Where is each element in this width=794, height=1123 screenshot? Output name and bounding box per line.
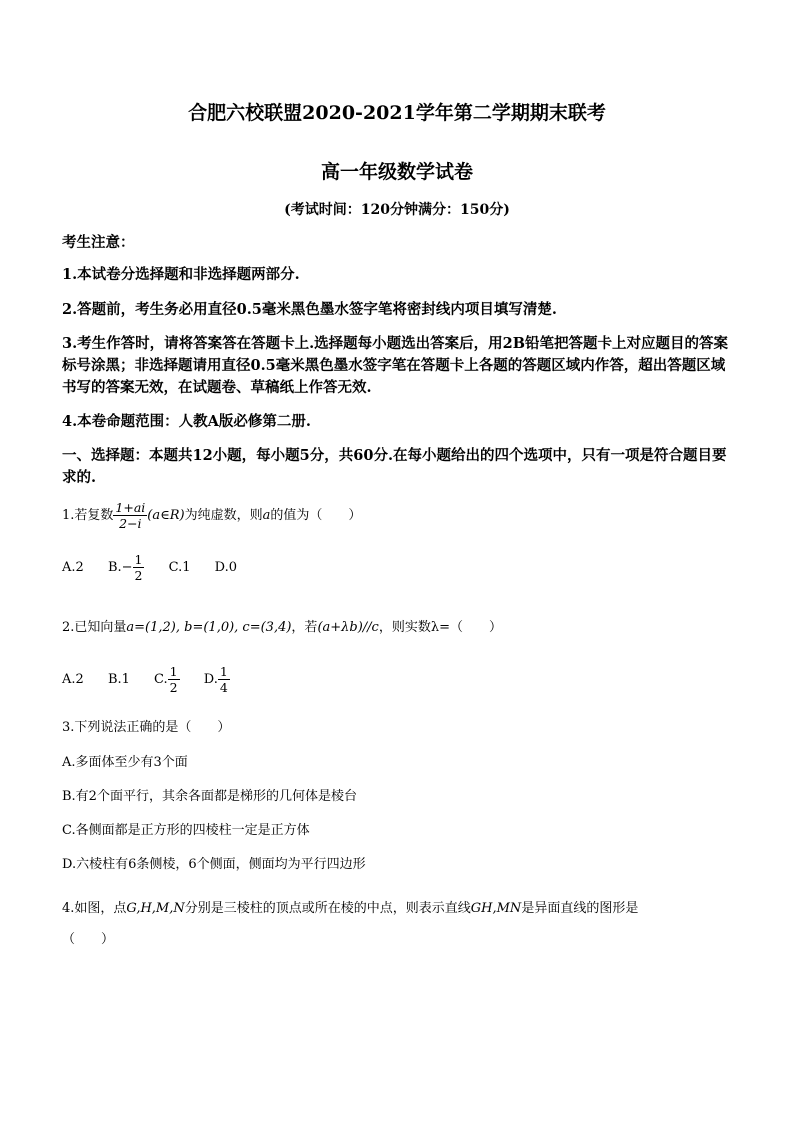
q2-option-a: A.2: [62, 672, 84, 687]
q2-prefix: 2.已知向量: [62, 620, 127, 635]
q4-mid: 分别是三棱柱的顶点或所在棱的中点，则表示直线: [184, 901, 471, 916]
section-heading: 一、选择题：本题共12小题，每小题5分，共60分.在每小题给出的四个选项中，只有一项是符合题目要求的.: [62, 447, 727, 486]
note-item-3: 3.考生作答时，请将答案答在答题卡上.选择题每小题选出答案后，用2B铅笔把答题卡上对应题目的答案标号涂黑；非选择题请用直径0.5毫米黑色墨水签字笔在答题卡上各题的答题区域内作答，超出答题区域书写的答案无效，在试题卷、草稿纸上作答无效.: [62, 335, 729, 396]
note-item-1: 1.本试卷分选择题和非选择题两部分.: [62, 266, 300, 283]
q1-prefix: 1.若复数: [62, 508, 114, 523]
q3-option-b: B.有2个面平行，其余各面都是梯形的几何体是棱台: [62, 789, 357, 804]
q1-condition: (a∈R): [147, 508, 185, 523]
q4-points: G,H,M,N: [126, 901, 185, 916]
q1-option-d: D.0: [214, 560, 238, 575]
q2-vectors: a=(1,2), b=(1,0), c=(3,4): [126, 620, 292, 635]
q3-option-a: A.多面体至少有3个面: [62, 755, 188, 770]
q2-option-b: B.1: [107, 672, 130, 687]
q2-mid: ，若: [291, 620, 318, 635]
q4-prefix: 4.如图，点: [62, 901, 127, 916]
q4-suffix: 是异面直线的图形是: [521, 901, 639, 916]
q1-option-b: B.− $\frac{1}{2}$: [107, 552, 143, 583]
q4-lines: GH,MN: [470, 901, 522, 916]
q2-options: [62, 664, 250, 695]
note-item-2: 2.答题前，考生务必用直径0.5毫米黑色墨水签字笔将密封线内项目填写清楚.: [62, 301, 557, 318]
exam-time-info: (考试时间：120分钟满分：150分): [284, 202, 510, 218]
q1-option-c: C.1: [168, 560, 191, 575]
q2-suffix: ，则实数λ=（ ）: [378, 620, 502, 635]
exam-title: 合肥六校联盟2020-2021学年第二学期期末联考: [188, 102, 606, 124]
q2-option-d: D. $\frac{1}{4}$: [203, 664, 228, 695]
question-1: [62, 500, 361, 531]
question-2: [62, 618, 502, 638]
q1-mid: 为纯虚数，则: [184, 508, 263, 523]
q2-condition: (a+λb)//c: [317, 620, 379, 635]
notes-heading: 考生注意：: [62, 234, 135, 251]
q1-fraction: $\frac{1+ai}{2-i}$: [115, 500, 146, 531]
q4-answer-blank: （ ）: [62, 932, 115, 947]
q1-option-a: A.2: [62, 560, 84, 575]
question-3: 3.下列说法正确的是（ ）: [62, 720, 231, 735]
q1-suffix: 的值为（ ）: [270, 508, 362, 523]
q1-options: [62, 552, 257, 583]
question-4: [62, 899, 742, 919]
q3-option-c: C.各侧面都是正方形的四棱柱一定是正方体: [62, 823, 310, 838]
q2-option-c: C. $\frac{1}{2}$: [154, 664, 178, 695]
q3-option-d: D.六棱柱有6条侧棱，6个侧面，侧面均为平行四边形: [62, 857, 366, 872]
note-item-4: 4.本卷命题范围：人教A版必修第二册.: [62, 413, 311, 430]
exam-subtitle: 高一年级数学试卷: [320, 161, 473, 183]
q1-var: a: [262, 508, 271, 523]
